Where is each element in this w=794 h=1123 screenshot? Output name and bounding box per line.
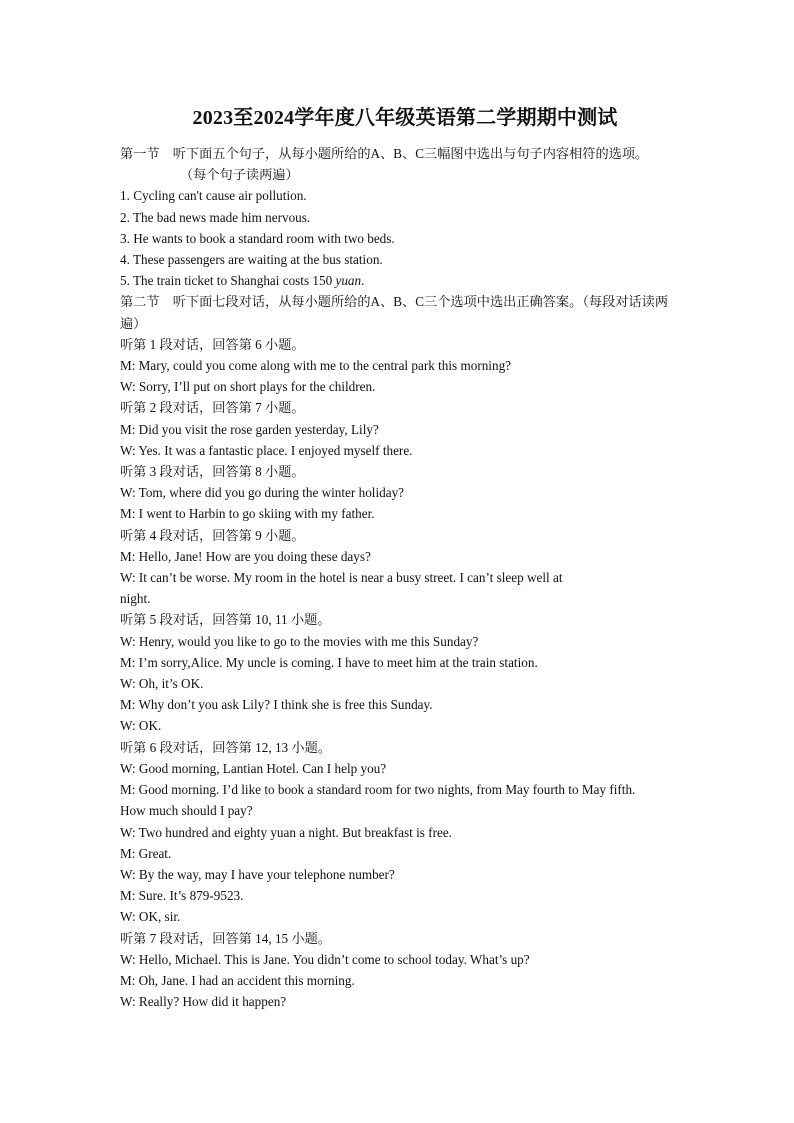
dialogue-line: W: Henry, would you like to go to the movies with me this Sunday? — [120, 633, 479, 649]
dialogue-line: W: OK. — [120, 718, 162, 734]
dialogue-line: W: Two hundred and eighty yuan a night. But breakfast is free. — [120, 824, 452, 840]
sentence-4: 4. These passengers are waiting at the bus station. — [120, 252, 383, 268]
dialogue-line: M: Why don’t you ask Lily? I think she is free this Sunday. — [120, 697, 433, 713]
page-title: 2023至2024学年度八年级英语第二学期期中测试 — [192, 107, 618, 129]
sentence-5-end: . — [361, 273, 365, 289]
dialogue-line: W: Really? How did it happen? — [120, 994, 287, 1010]
dialogue-line: M: Great. — [120, 845, 172, 861]
dialogue-line: W: Tom, where did you go during the winter holiday? — [120, 485, 405, 501]
dialogue-line: W: Good morning, Lantian Hotel. Can I help you? — [120, 760, 387, 776]
dialogue-line: M: Good morning. I’d like to book a standard room for two nights, from May fourth to May fifth. — [120, 782, 636, 798]
dialogue-line: W: OK, sir. — [120, 909, 181, 925]
section2-heading: 第二节 听下面七段对话，从每小题所给的A、B、C三个选项中选出正确答案。（每段对话读两遍） — [120, 294, 669, 331]
sentence-3: 3. He wants to book a standard room with two beds. — [120, 230, 395, 246]
dialogue-line: night. — [120, 591, 151, 607]
dialogue-line: How much should I pay? — [120, 803, 253, 819]
sentence-2: 2. The bad news made him nervous. — [120, 209, 311, 225]
dialogue-3-header: 听第 3 段对话，回答第 8 小题。 — [120, 464, 305, 480]
dialogue-4-header: 听第 4 段对话，回答第 9 小题。 — [120, 527, 305, 543]
dialogue-line: W: Sorry, I’ll put on short plays for the children. — [120, 379, 376, 395]
dialogue-line: M: I’m sorry,Alice. My uncle is coming. I have to meet him at the train station. — [120, 654, 538, 670]
dialogue-line: W: Hello, Michael. This is Jane. You didn’t come to school today. What’s up? — [120, 951, 530, 967]
dialogue-line: M: I went to Harbin to go skiing with my father. — [120, 506, 375, 522]
dialogue-line: M: Did you visit the rose garden yesterday, Lily? — [120, 421, 379, 437]
sentence-1: 1. Cycling can't cause air pollution. — [120, 188, 307, 204]
dialogue-line: M: Hello, Jane! How are you doing these days? — [120, 548, 371, 564]
dialogue-7-header: 听第 7 段对话，回答第 14, 15 小题。 — [120, 930, 331, 946]
dialogue-5-header: 听第 5 段对话，回答第 10, 11 小题。 — [120, 612, 331, 628]
dialogue-line: W: Yes. It was a fantastic place. I enjoyed myself there. — [120, 442, 413, 458]
section1-note: （每个句子读两遍） — [180, 167, 299, 183]
sentence-5 — [120, 270, 684, 291]
dialogue-line: M: Mary, could you come along with me to the central park this morning? — [120, 358, 512, 374]
section1-heading: 第一节 听下面五个句子，从每小题所给的A、B、C三幅图中选出与句子内容相符的选项。 — [120, 146, 649, 161]
sentence-5-italic: yuan — [335, 273, 362, 289]
dialogue-line: M: Sure. It’s 879-9523. — [120, 888, 244, 904]
dialogue-2-header: 听第 2 段对话，回答第 7 小题。 — [120, 400, 305, 416]
dialogue-line: W: It can’t be worse. My room in the hotel is near a busy street. I can’t sleep well at — [120, 570, 563, 586]
dialogue-line: W: Oh, it’s OK. — [120, 676, 204, 692]
dialogue-line: W: By the way, may I have your telephone number? — [120, 866, 395, 882]
dialogue-1-header: 听第 1 段对话，回答第 6 小题。 — [120, 336, 305, 352]
dialogue-line: M: Oh, Jane. I had an accident this morning. — [120, 972, 355, 988]
dialogue-6-header: 听第 6 段对话，回答第 12, 13 小题。 — [120, 739, 331, 755]
sentence-5-text: 5. The train ticket to Shanghai costs 150 — [120, 273, 336, 289]
